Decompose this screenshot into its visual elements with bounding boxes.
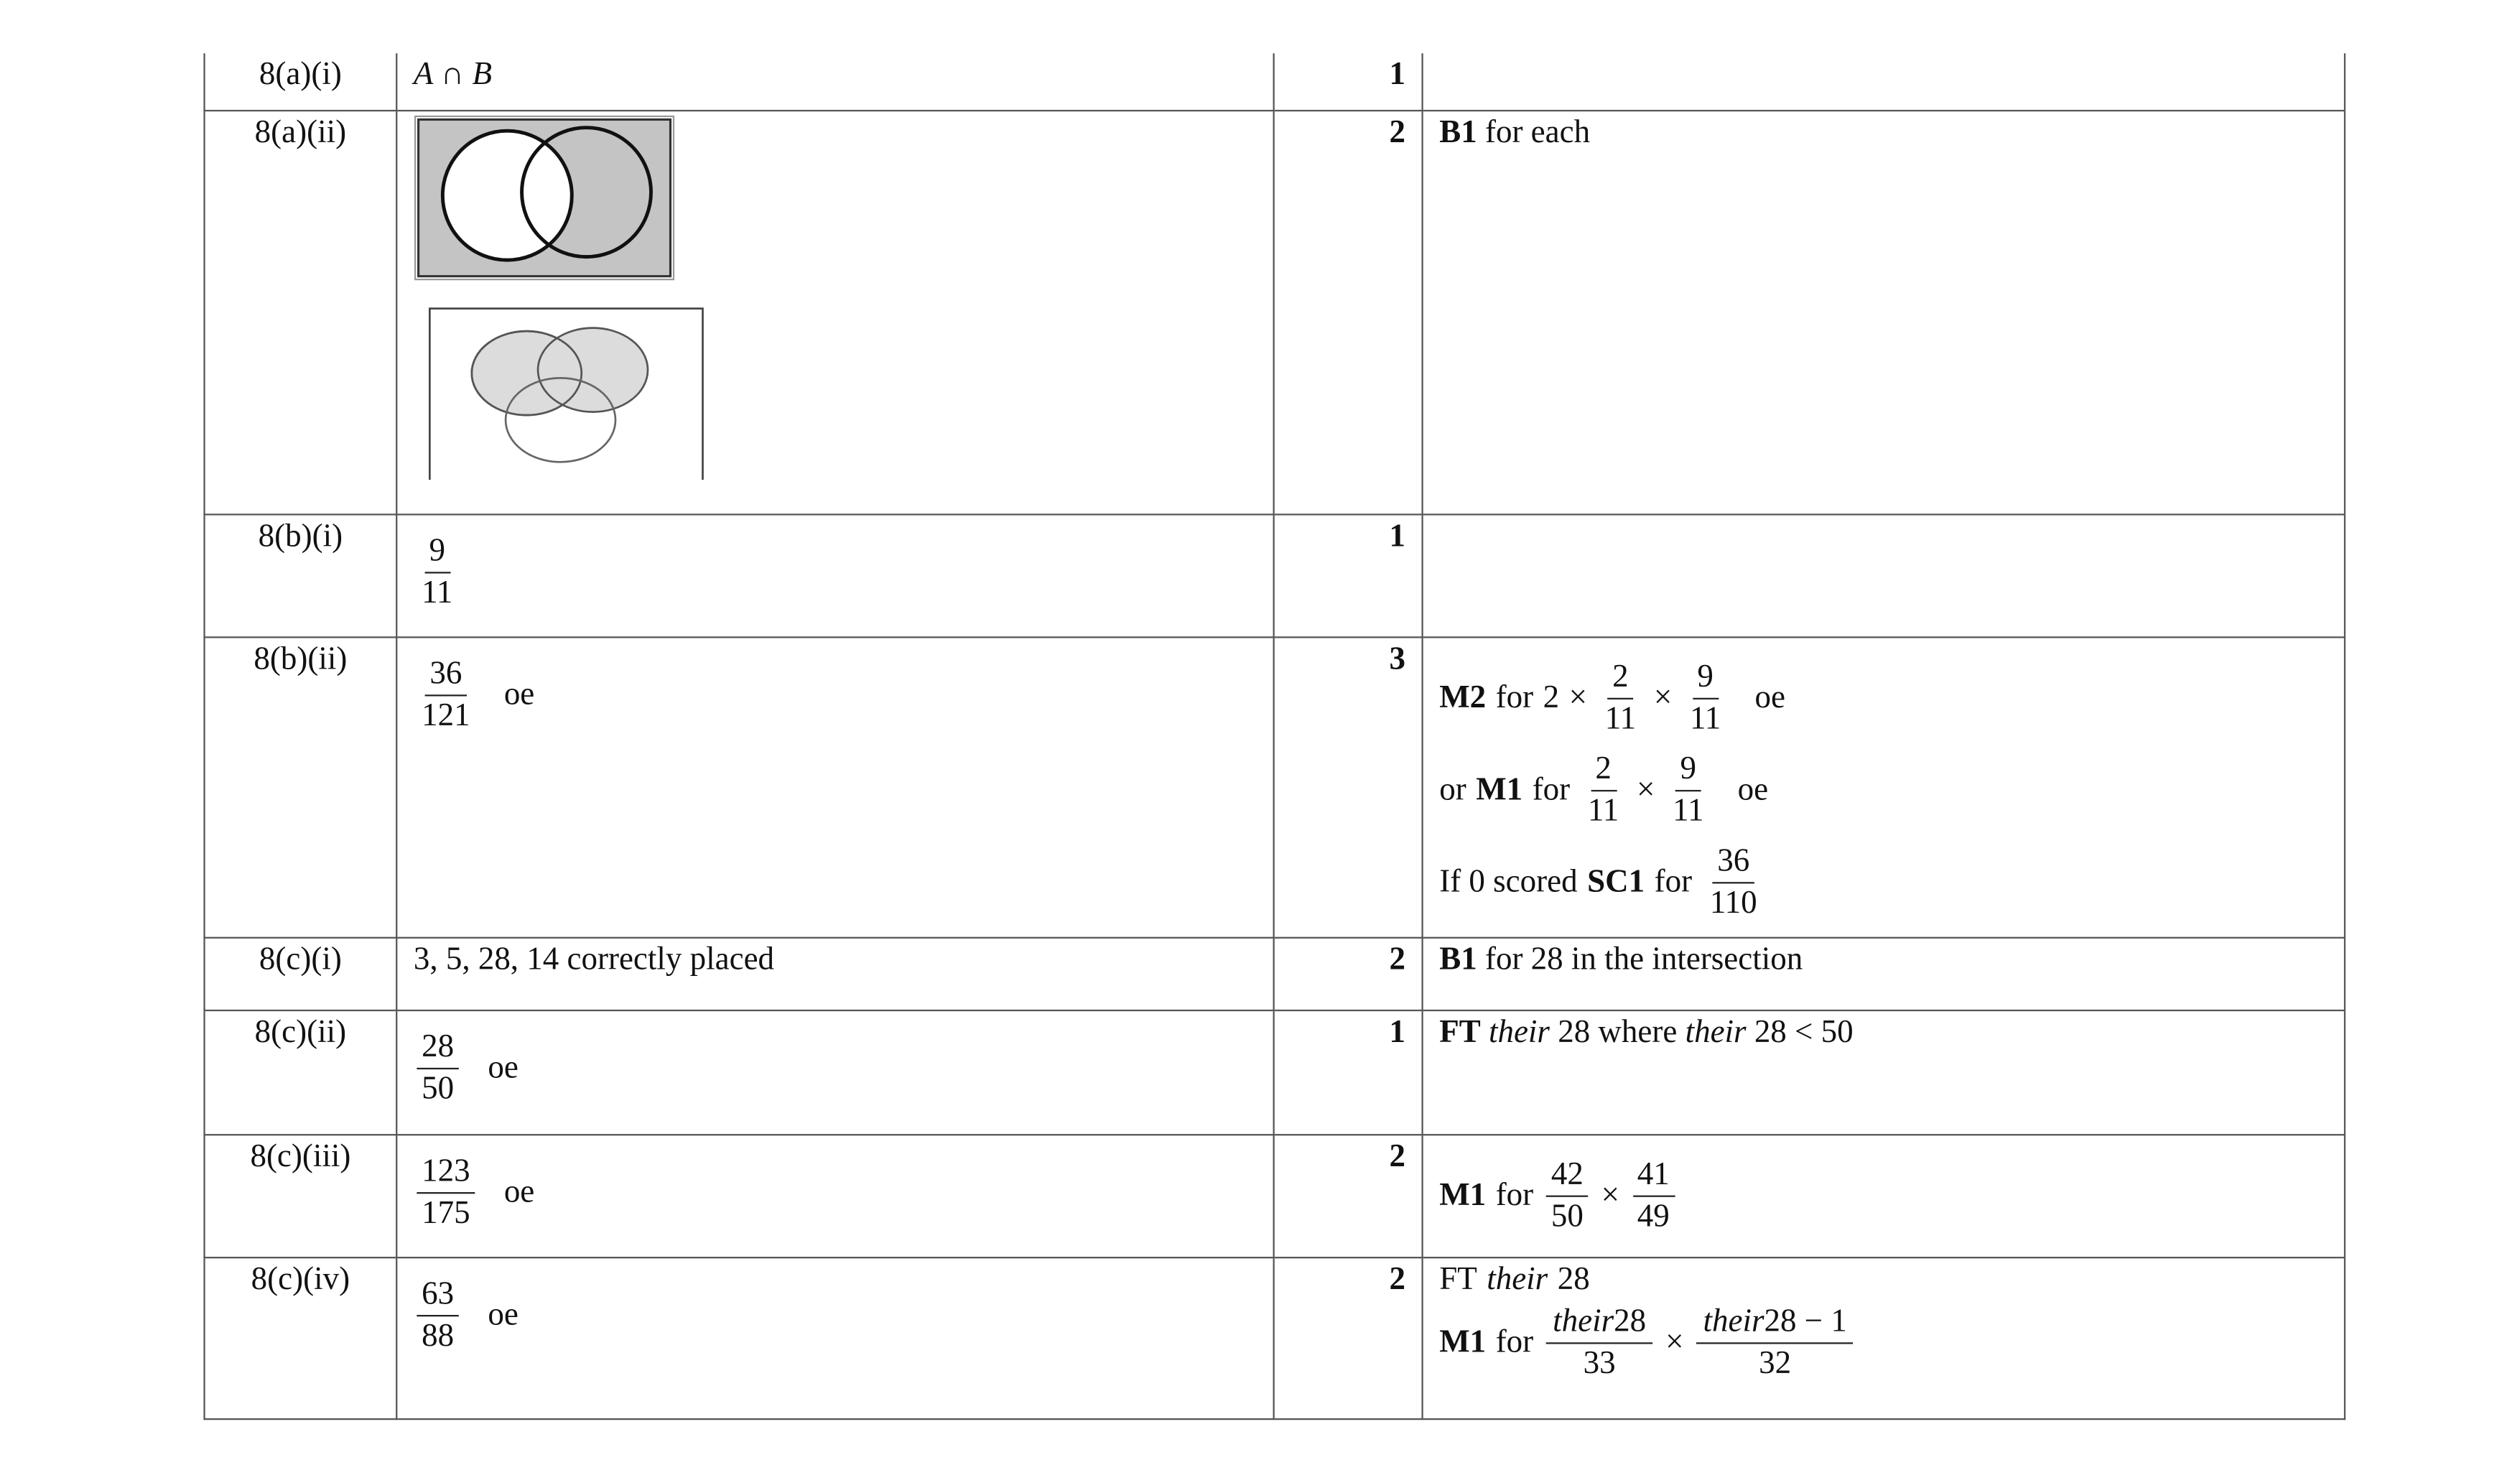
table-row — [205, 53, 2345, 110]
guidance — [1423, 513, 2345, 636]
fraction: $\frac{36}{121}$ — [417, 654, 475, 736]
question-number: 8(b)(ii) — [205, 636, 397, 936]
question-number: 8(b)(i) — [205, 513, 397, 636]
guidance: M2 for 2 × $\frac{2}{11}$ × $\frac{9}{11}$ oe or M1 for $\frac{2}{11}$ × $\frac{9}{11}$ oe If 0 scored SC1 for $\frac{36}{110}$ — [1423, 636, 2345, 936]
marks: 2 — [1274, 110, 1423, 513]
question-number: 8(c)(ii) — [205, 1010, 397, 1134]
fraction: $\frac{28}{50}$ — [417, 1026, 458, 1109]
marks: 3 — [1274, 636, 1423, 936]
answer: $\frac{123}{175}$ oe — [396, 1134, 1273, 1257]
fraction: $\frac{123}{175}$ — [417, 1151, 475, 1234]
guidance: B1 for 28 in the intersection — [1423, 937, 2345, 1010]
marks: 1 — [1274, 53, 1423, 110]
guidance: FT their 28 M1 for $\frac{\text{their28}}{33}$ × $\frac{\text{their28 − 1}}{32}$ — [1423, 1257, 2345, 1418]
table-row — [205, 1010, 2345, 1134]
marks: 1 — [1274, 1010, 1423, 1134]
table-row — [205, 937, 2345, 1010]
table-row — [205, 513, 2345, 636]
marks: 2 — [1274, 937, 1423, 1010]
guidance: M1 for $\frac{42}{50}$ × $\frac{41}{49}$ — [1423, 1134, 2345, 1257]
venn-ellipse-b — [538, 327, 648, 411]
answer: 3, 5, 28, 14 correctly placed — [396, 937, 1273, 1010]
fraction: $\frac{63}{88}$ — [417, 1274, 458, 1357]
question-number: 8(c)(i) — [205, 937, 397, 1010]
answer: A ∩ B — [396, 53, 1273, 110]
question-number: 8(a)(ii) — [205, 110, 397, 513]
answer: $\frac{28}{50}$ oe — [396, 1010, 1273, 1134]
table-row — [205, 636, 2345, 936]
table-row — [205, 1257, 2345, 1418]
venn-circle-a — [442, 130, 572, 259]
marks: 2 — [1274, 1134, 1423, 1257]
question-number: 8(c)(iii) — [205, 1134, 397, 1257]
venn-diagram-pair — [414, 114, 737, 479]
question-number: 8(a)(i) — [205, 53, 397, 110]
marks: 1 — [1274, 513, 1423, 636]
fraction: $\frac{9}{11}$ — [417, 531, 457, 613]
guidance — [1423, 53, 2345, 110]
guidance: B1 for each — [1423, 110, 2345, 513]
marks: 2 — [1274, 1257, 1423, 1418]
mark-scheme-table — [203, 53, 2345, 1419]
table-row — [205, 1134, 2345, 1257]
question-number: 8(c)(iv) — [205, 1257, 397, 1418]
answer — [396, 513, 1273, 636]
answer-venn-diagrams — [396, 110, 1273, 513]
answer: $\frac{36}{121}$ oe — [396, 636, 1273, 936]
guidance: FT their 28 where their 28 < 50 — [1423, 1010, 2345, 1134]
answer: $\frac{63}{88}$ oe — [396, 1257, 1273, 1418]
table-row — [205, 110, 2345, 513]
